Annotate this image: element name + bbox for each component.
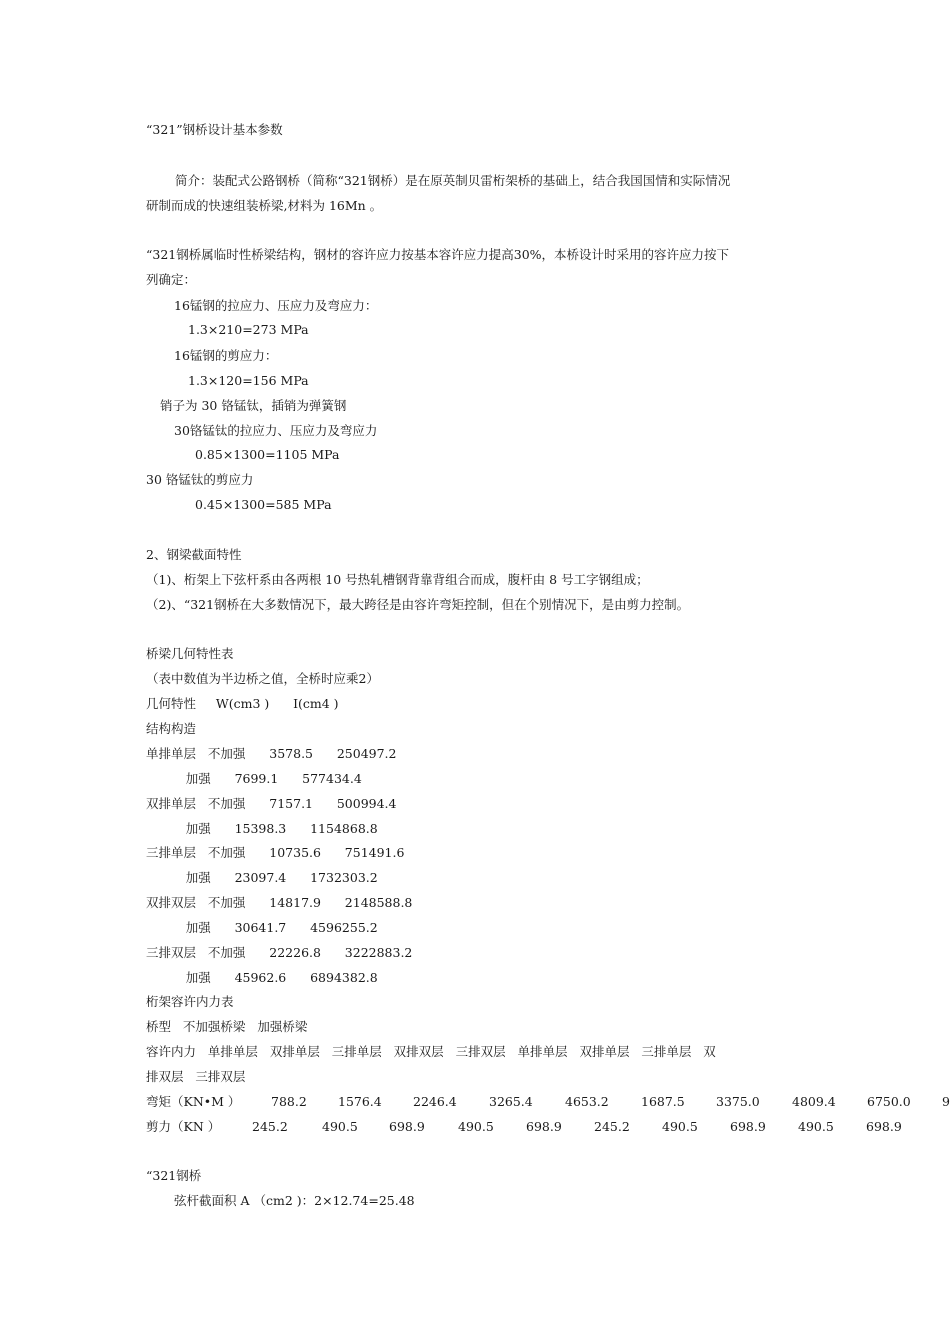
force-table-header-line-1: 容许内力 单排单层 双排单层 三排单层 双排双层 三排双层 单排单层 双排单层 三排单层 双 bbox=[146, 1044, 716, 1059]
moment-value: 3375.0 bbox=[716, 1094, 760, 1109]
shear-value: 698.9 bbox=[730, 1119, 766, 1134]
force-table-bridge-type: 桥型 不加强桥梁 加强桥梁 bbox=[146, 1019, 308, 1034]
intro-line-1: 简介：装配式公路钢桥（简称“321钢桥）是在原英制贝雷桁架桥的基础上，结合我国国情和实际情况 bbox=[175, 173, 731, 188]
table-row: 加强 45962.6 6894382.8 bbox=[146, 970, 378, 985]
shear-value: 245.2 bbox=[252, 1119, 288, 1134]
geometry-table-title: 桥梁几何特性表 bbox=[146, 646, 234, 661]
moment-value: 788.2 bbox=[271, 1094, 307, 1109]
stress-para-line-1: “321钢桥属临时性桥梁结构，钢材的容许应力按基本容许应力提高30%，本桥设计时采用的容许应力按下 bbox=[146, 247, 730, 262]
table-row: 加强 15398.3 1154868.8 bbox=[146, 821, 378, 836]
shear-value: 490.5 bbox=[322, 1119, 358, 1134]
stress-item-30crmnti-shear: 30 铬锰钛的剪应力 bbox=[146, 472, 254, 487]
moment-value: 6750.0 bbox=[867, 1094, 911, 1109]
stress-value-30crmnti-shear: 0.45×1300=585 MPa bbox=[195, 497, 332, 512]
table-row: 单排单层 不加强 3578.5 250497.2 bbox=[146, 746, 397, 761]
shear-value: 698.9 bbox=[866, 1119, 902, 1134]
stress-item-30crmnti-tension: 30铬锰钛的拉应力、压应力及弯应力 bbox=[174, 423, 378, 438]
shear-value: 245.2 bbox=[594, 1119, 630, 1134]
table-row: 三排单层 不加强 10735.6 751491.6 bbox=[146, 845, 405, 860]
section-2-heading: 2、钢梁截面特性 bbox=[146, 547, 242, 562]
stress-value-30crmnti-tension: 0.85×1300=1105 MPa bbox=[195, 447, 340, 462]
shear-value: 490.5 bbox=[798, 1119, 834, 1134]
force-table-header-line-2: 排双层 三排双层 bbox=[146, 1069, 246, 1084]
moment-value: 1576.4 bbox=[338, 1094, 382, 1109]
shear-label: 剪力（KN ） bbox=[146, 1119, 221, 1134]
bridge-label: “321钢桥 bbox=[146, 1168, 202, 1183]
moment-value: 2246.4 bbox=[413, 1094, 457, 1109]
stress-item-16mn-tension: 16锰钢的拉应力、压应力及弯应力： bbox=[174, 298, 378, 313]
geometry-table-note: （表中数值为半边桥之值，全桥时应乘2） bbox=[146, 671, 379, 686]
table-row: 加强 23097.4 1732303.2 bbox=[146, 870, 378, 885]
moment-value: 9 bbox=[942, 1094, 950, 1109]
shear-value: 490.5 bbox=[662, 1119, 698, 1134]
moment-value: 4809.4 bbox=[792, 1094, 836, 1109]
stress-value-16mn-shear: 1.3×120=156 MPa bbox=[188, 373, 309, 388]
table-row: 加强 7699.1 577434.4 bbox=[146, 771, 362, 786]
moment-value: 1687.5 bbox=[641, 1094, 685, 1109]
chord-area: 弦杆截面积 A （cm2 )：2×12.74=25.48 bbox=[174, 1193, 415, 1208]
pin-material-note: 销子为 30 铬锰钛，插销为弹簧钢 bbox=[160, 398, 347, 413]
shear-value: 698.9 bbox=[389, 1119, 425, 1134]
intro-line-2: 研制而成的快速组装桥梁,材料为 16Mn 。 bbox=[146, 198, 383, 213]
stress-value-16mn-tension: 1.3×210=273 MPa bbox=[188, 322, 309, 337]
force-table-title: 桁架容许内力表 bbox=[146, 994, 234, 1009]
stress-item-16mn-shear: 16锰钢的剪应力： bbox=[174, 348, 278, 363]
table-row: 加强 30641.7 4596255.2 bbox=[146, 920, 378, 935]
table-row: 双排单层 不加强 7157.1 500994.4 bbox=[146, 796, 397, 811]
section-2-item-2: （2)、“321钢桥在大多数情况下，最大跨径是由容许弯矩控制，但在个别情况下，是由剪力控制。 bbox=[146, 597, 690, 612]
shear-value: 698.9 bbox=[526, 1119, 562, 1134]
shear-value: 490.5 bbox=[458, 1119, 494, 1134]
moment-value: 4653.2 bbox=[565, 1094, 609, 1109]
geometry-table-header: 几何特性 W(cm3 ) I(cm4 ) bbox=[146, 696, 339, 711]
section-2-item-1: （1)、桁架上下弦杆系由各两根 10 号热轧槽钢背靠背组合而成，腹杆由 8 号工字钢组成； bbox=[146, 572, 649, 587]
table-row: 三排双层 不加强 22226.8 3222883.2 bbox=[146, 945, 413, 960]
stress-para-line-2: 列确定： bbox=[146, 272, 197, 287]
document-title: “321”钢桥设计基本参数 bbox=[146, 122, 283, 137]
moment-value: 3265.4 bbox=[489, 1094, 533, 1109]
table-row: 双排双层 不加强 14817.9 2148588.8 bbox=[146, 895, 413, 910]
moment-label: 弯矩（KN•M ） bbox=[146, 1094, 241, 1109]
geometry-table-subheader: 结构构造 bbox=[146, 721, 197, 736]
